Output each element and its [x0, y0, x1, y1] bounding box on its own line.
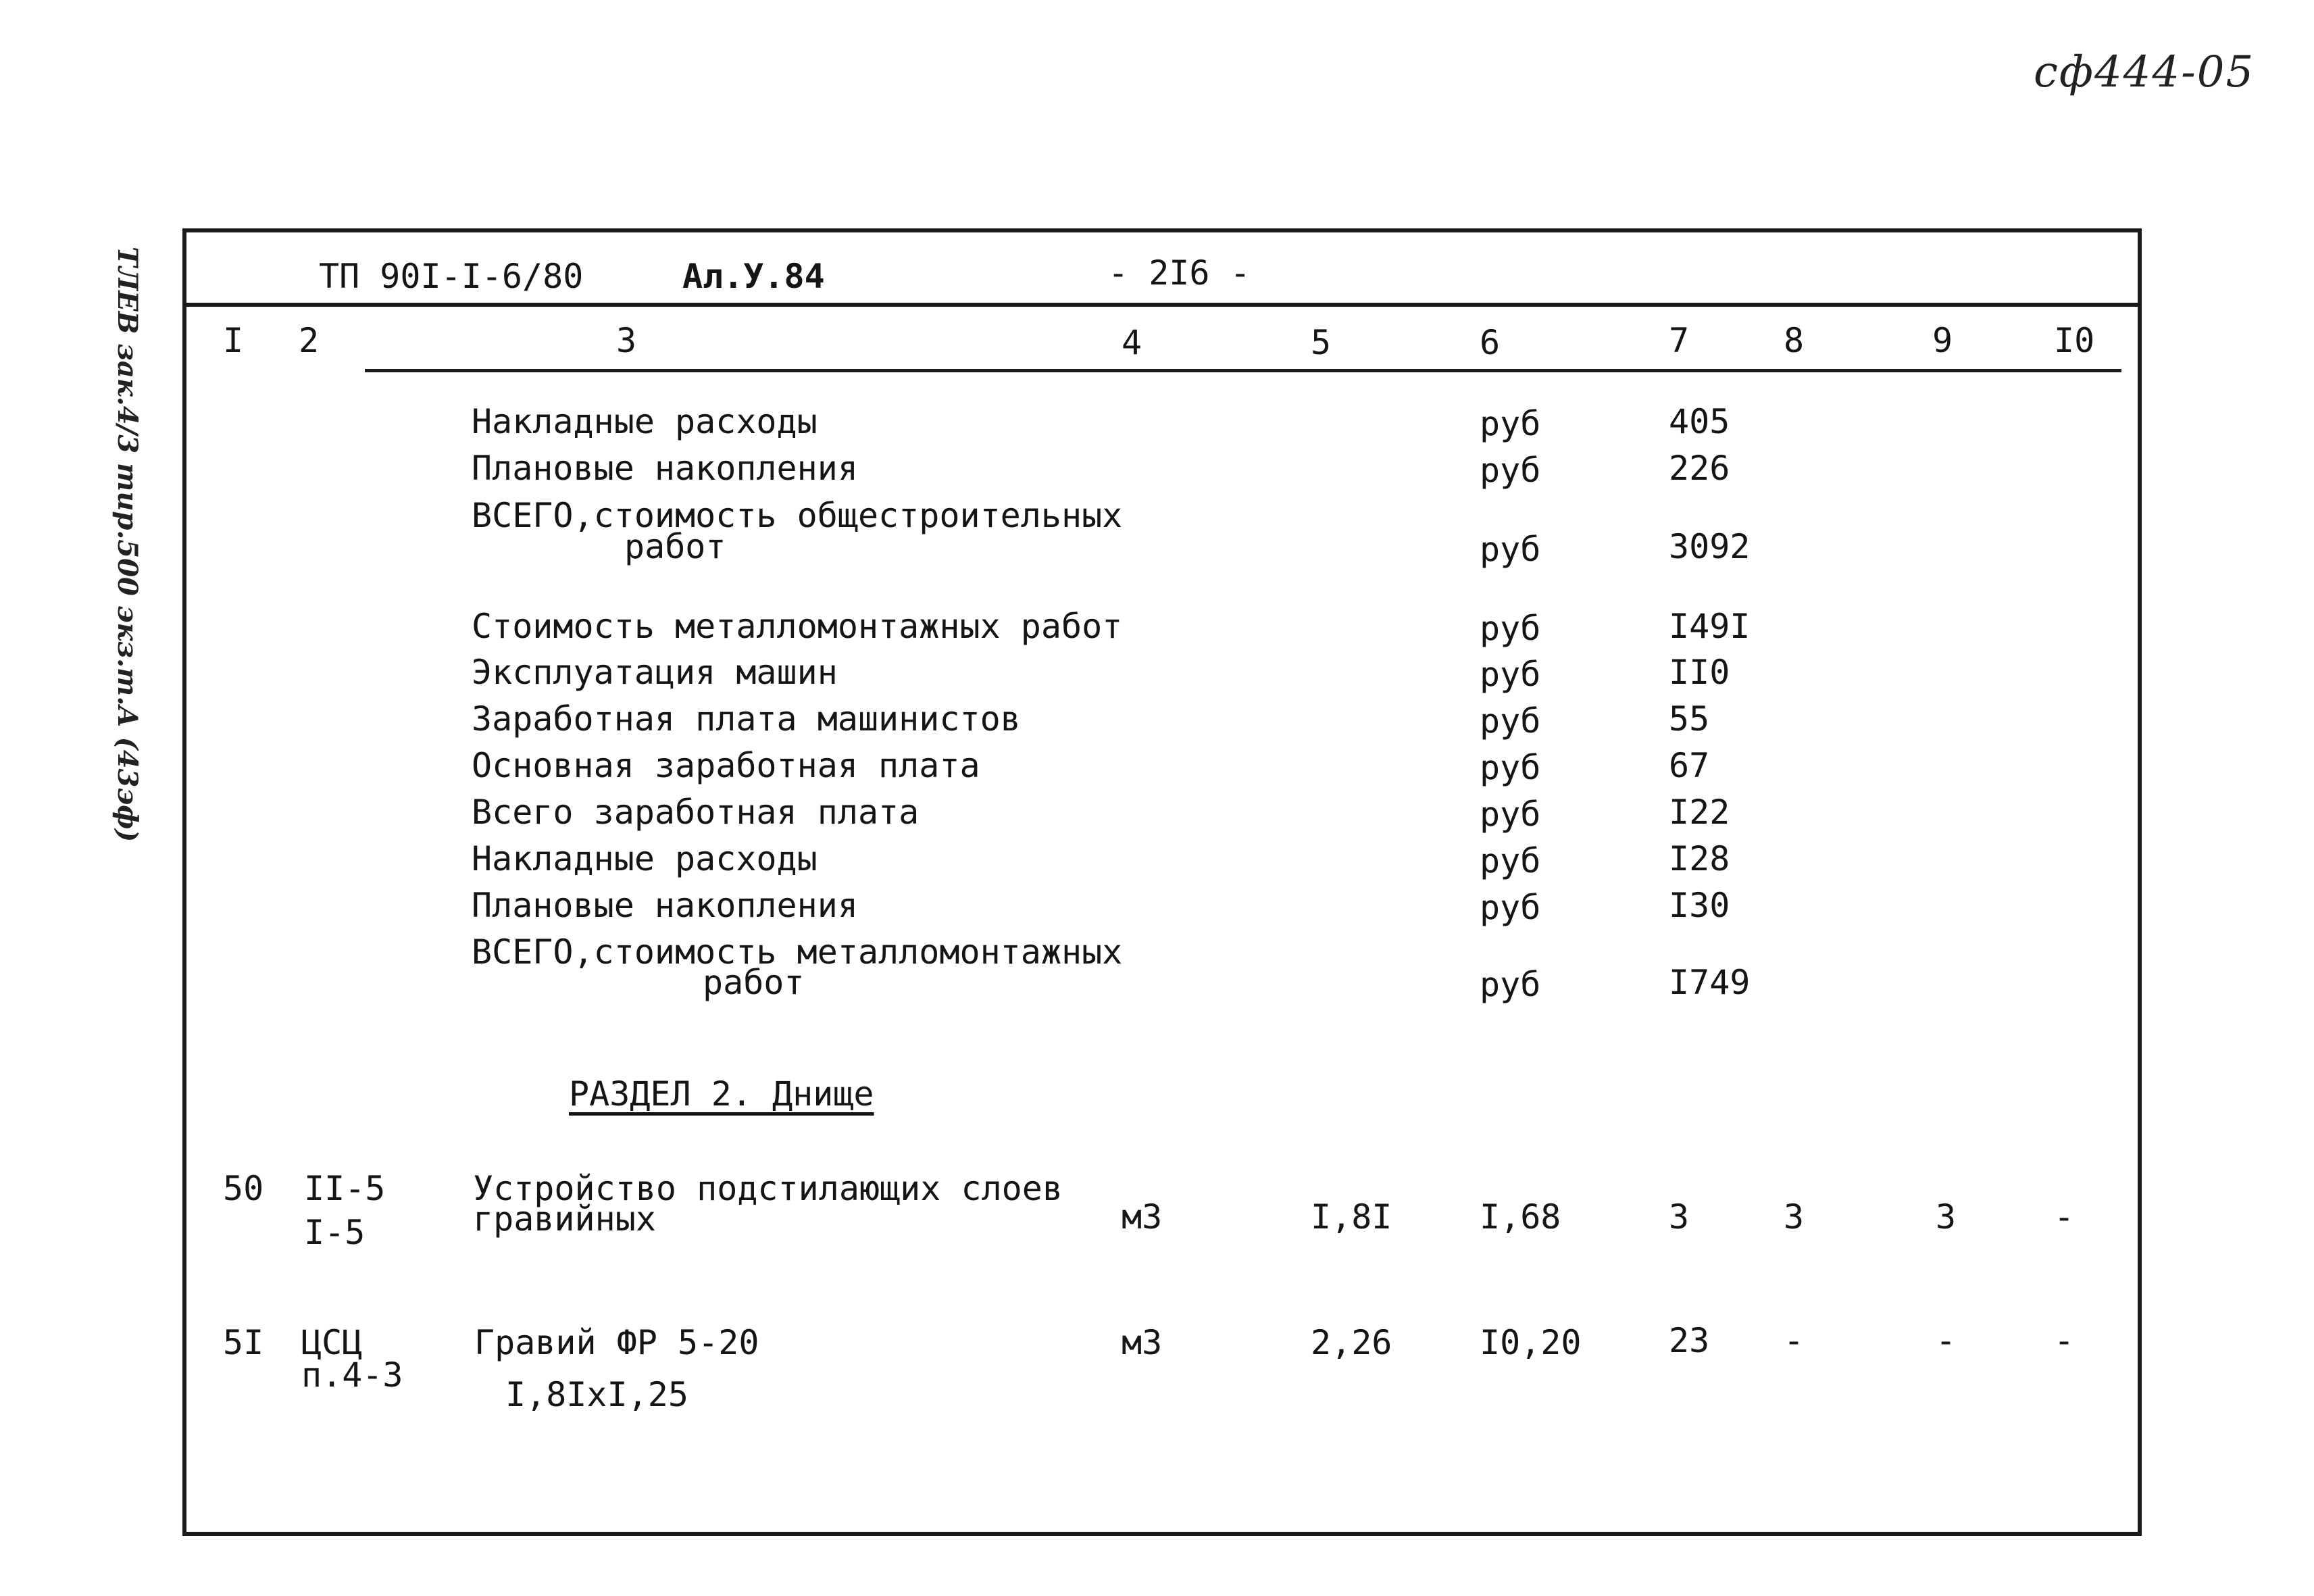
- summary-unit: руб: [1480, 888, 1541, 927]
- col-header-9: 9: [1932, 321, 1953, 360]
- item-qty: I,8I: [1311, 1197, 1392, 1237]
- col-header-2: 2: [299, 321, 320, 360]
- summary-name: Плановые накопления: [472, 449, 858, 488]
- item-col8: -: [1784, 1321, 1805, 1360]
- item-col7: 23: [1669, 1321, 1710, 1360]
- summary-unit: руб: [1480, 701, 1541, 741]
- col-header-1: I: [223, 321, 244, 360]
- item-col10: -: [2054, 1197, 2075, 1237]
- summary-name: ВСЕГО,стоимость металломонтажных: [472, 932, 1123, 972]
- summary-name-cont: работ: [624, 527, 726, 566]
- item-col7: 3: [1669, 1197, 1690, 1237]
- summary-unit: руб: [1480, 655, 1541, 694]
- summary-value: I749: [1669, 963, 1751, 1002]
- item-number: 50: [223, 1169, 264, 1208]
- item-name-cont: гравийных: [473, 1199, 656, 1239]
- page-number: - 2I6 -: [1108, 253, 1251, 293]
- section-title: РАЗДЕЛ 2. Днище: [569, 1074, 874, 1114]
- column-header-divider: [365, 369, 2121, 372]
- summary-value: 3092: [1669, 527, 1751, 566]
- col-header-7: 7: [1669, 321, 1690, 360]
- doc-code: ТП 90I-I-6/80: [319, 257, 584, 296]
- summary-name: Эксплуатация машин: [472, 653, 838, 692]
- item-col9: -: [1936, 1321, 1957, 1360]
- summary-name: ВСЕГО,стоимость общестроительных: [472, 496, 1123, 535]
- item-code-cont: I-5: [304, 1213, 366, 1252]
- summary-value: 55: [1669, 699, 1710, 739]
- summary-name: Всего заработная плата: [472, 793, 920, 832]
- col-header-3: 3: [616, 321, 637, 360]
- item-col10: -: [2054, 1321, 2075, 1360]
- album-code: Ал.У.84: [682, 257, 825, 296]
- summary-unit: руб: [1480, 609, 1541, 648]
- item-code: II-5: [304, 1169, 386, 1208]
- summary-value: 226: [1669, 449, 1730, 488]
- item-name: Гравий ФР 5-20: [474, 1323, 759, 1362]
- summary-name: Основная заработная плата: [472, 746, 980, 785]
- item-unit: м3: [1122, 1197, 1163, 1237]
- summary-value: I22: [1669, 793, 1730, 832]
- document-stamp: сф444-05: [2034, 47, 2255, 97]
- col-header-8: 8: [1784, 321, 1805, 360]
- item-price: I,68: [1480, 1197, 1561, 1237]
- summary-unit: руб: [1480, 965, 1541, 1004]
- col-header-6: 6: [1480, 323, 1501, 362]
- side-note: ТЛЕВ зак.4/3 тир.500 экз.т.А (43эф): [111, 247, 143, 843]
- item-code: ЦСЦ: [301, 1323, 363, 1362]
- summary-name: Накладные расходы: [472, 402, 818, 441]
- header-divider: [182, 303, 2142, 307]
- item-number: 5I: [223, 1323, 264, 1362]
- summary-value: 405: [1669, 402, 1730, 441]
- item-name: Устройство подстилающих слоев: [473, 1169, 1063, 1208]
- summary-unit: руб: [1480, 530, 1541, 569]
- summary-unit: руб: [1480, 451, 1541, 490]
- item-name-cont: I,8IxI,25: [505, 1375, 688, 1414]
- summary-name-cont: работ: [703, 963, 805, 1002]
- summary-value: I49I: [1669, 607, 1751, 646]
- summary-value: I28: [1669, 839, 1730, 878]
- col-header-10: I0: [2054, 321, 2095, 360]
- summary-unit: руб: [1480, 841, 1541, 880]
- item-qty: 2,26: [1311, 1323, 1392, 1362]
- item-price: I0,20: [1480, 1323, 1582, 1362]
- summary-name: Накладные расходы: [472, 839, 818, 878]
- summary-value: II0: [1669, 653, 1730, 692]
- summary-name: Стоимость металломонтажных работ: [472, 607, 1123, 646]
- item-code-cont: п.4-3: [301, 1355, 403, 1395]
- item-col9: 3: [1936, 1197, 1957, 1237]
- summary-unit: руб: [1480, 795, 1541, 834]
- item-unit: м3: [1122, 1323, 1163, 1362]
- item-col8: 3: [1784, 1197, 1805, 1237]
- col-header-4: 4: [1122, 323, 1142, 362]
- summary-name: Заработная плата машинистов: [472, 699, 1021, 739]
- summary-value: 67: [1669, 746, 1710, 785]
- summary-unit: руб: [1480, 404, 1541, 443]
- summary-name: Плановые накопления: [472, 886, 858, 925]
- summary-value: I30: [1669, 886, 1730, 925]
- summary-unit: руб: [1480, 748, 1541, 787]
- col-header-5: 5: [1311, 323, 1332, 362]
